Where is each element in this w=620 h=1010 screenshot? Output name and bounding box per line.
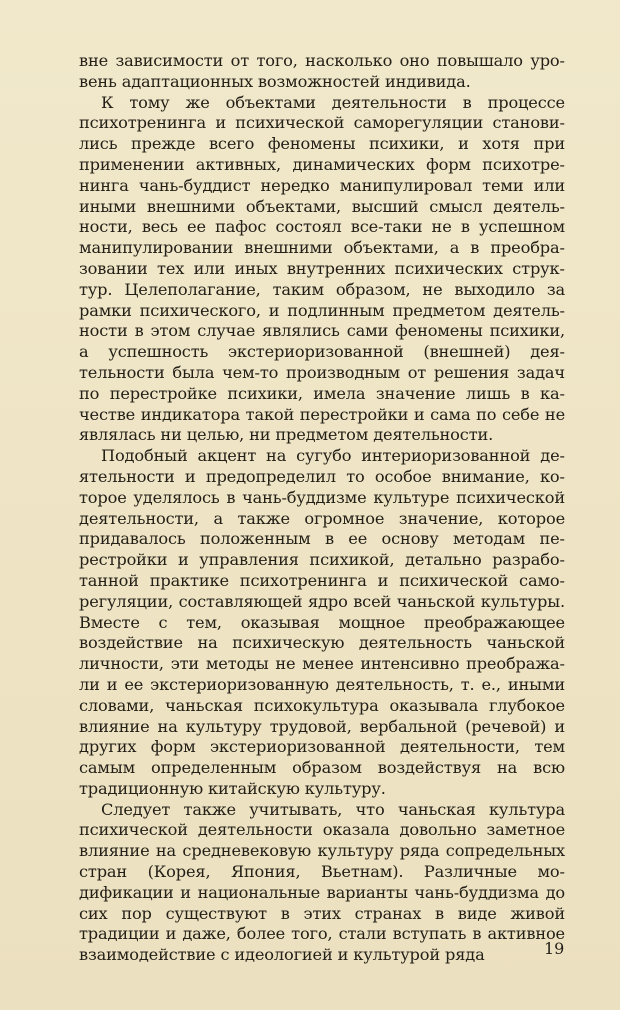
page-number: 19	[544, 939, 565, 958]
paragraph-3: Подобный акцент на сугубо интериоризованной деятельности и предопределил то особое внимание, которое уделялось в чань-буддизме культуре психической деятельности, а также огромное значение, которое придавалось положенным в ее основу методам перестройки и управления психикой, детально разработанной практике психотренинга и психической саморегуляции, составляющей ядро всей чаньской культуры. Вместе с тем, оказывая мощное преображающее воздействие на психическую деятельность чаньской личности, эти методы не менее интенсивно преображали и ее экстериоризованную деятельность, т. е., иными словами, чаньская психокультура оказывала глубокое влияние на культуру трудовой, вербальной (речевой) и других форм экстериоризованной деятельности, тем самым определенным образом воздействуя на всю традиционную китайскую культуру.	[79, 446, 565, 798]
body-text	[79, 51, 565, 966]
paragraph-4: Следует также учитывать, что чаньская культура психической деятельности оказала довольно заметное влияние на средневековую культуру ряда сопредельных стран (Корея, Япония, Вьетнам). Различные модификации и национальные варианты чань-буддизма до сих пор существуют в этих странах в виде живой традиции и даже, более того, стали вступать в активное взаимодействие с идеологией и культурой ряда	[79, 799, 565, 965]
paragraph-2: К тому же объектами деятельности в процессе психотренинга и психической саморегуляции становились прежде всего феномены психики, и хотя при применении активных, динамических форм психотренинга чань-буддист нередко манипулировал теми или иными внешними объектами, высший смысл деятельности, весь ее пафос состоял все-таки не в успешном манипулировании внешними объектами, а в преобразовании тех или иных внутренних психических структур. Целеполагание, таким образом, не выходило за рамки психического, и подлинным предметом деятельности в этом случае являлись сами феномены психики, а успешность экстериоризованной (внешней) деятельности была чем-то производным от решения задач по перестройке психики, имела значение лишь в качестве индикатора такой перестройки и сама по себе не являлась ни целью, ни предметом деятельности.	[79, 92, 565, 445]
paragraph-1: вне зависимости от того, насколько оно повышало уровень адаптационных возможностей индивида.	[79, 51, 565, 91]
